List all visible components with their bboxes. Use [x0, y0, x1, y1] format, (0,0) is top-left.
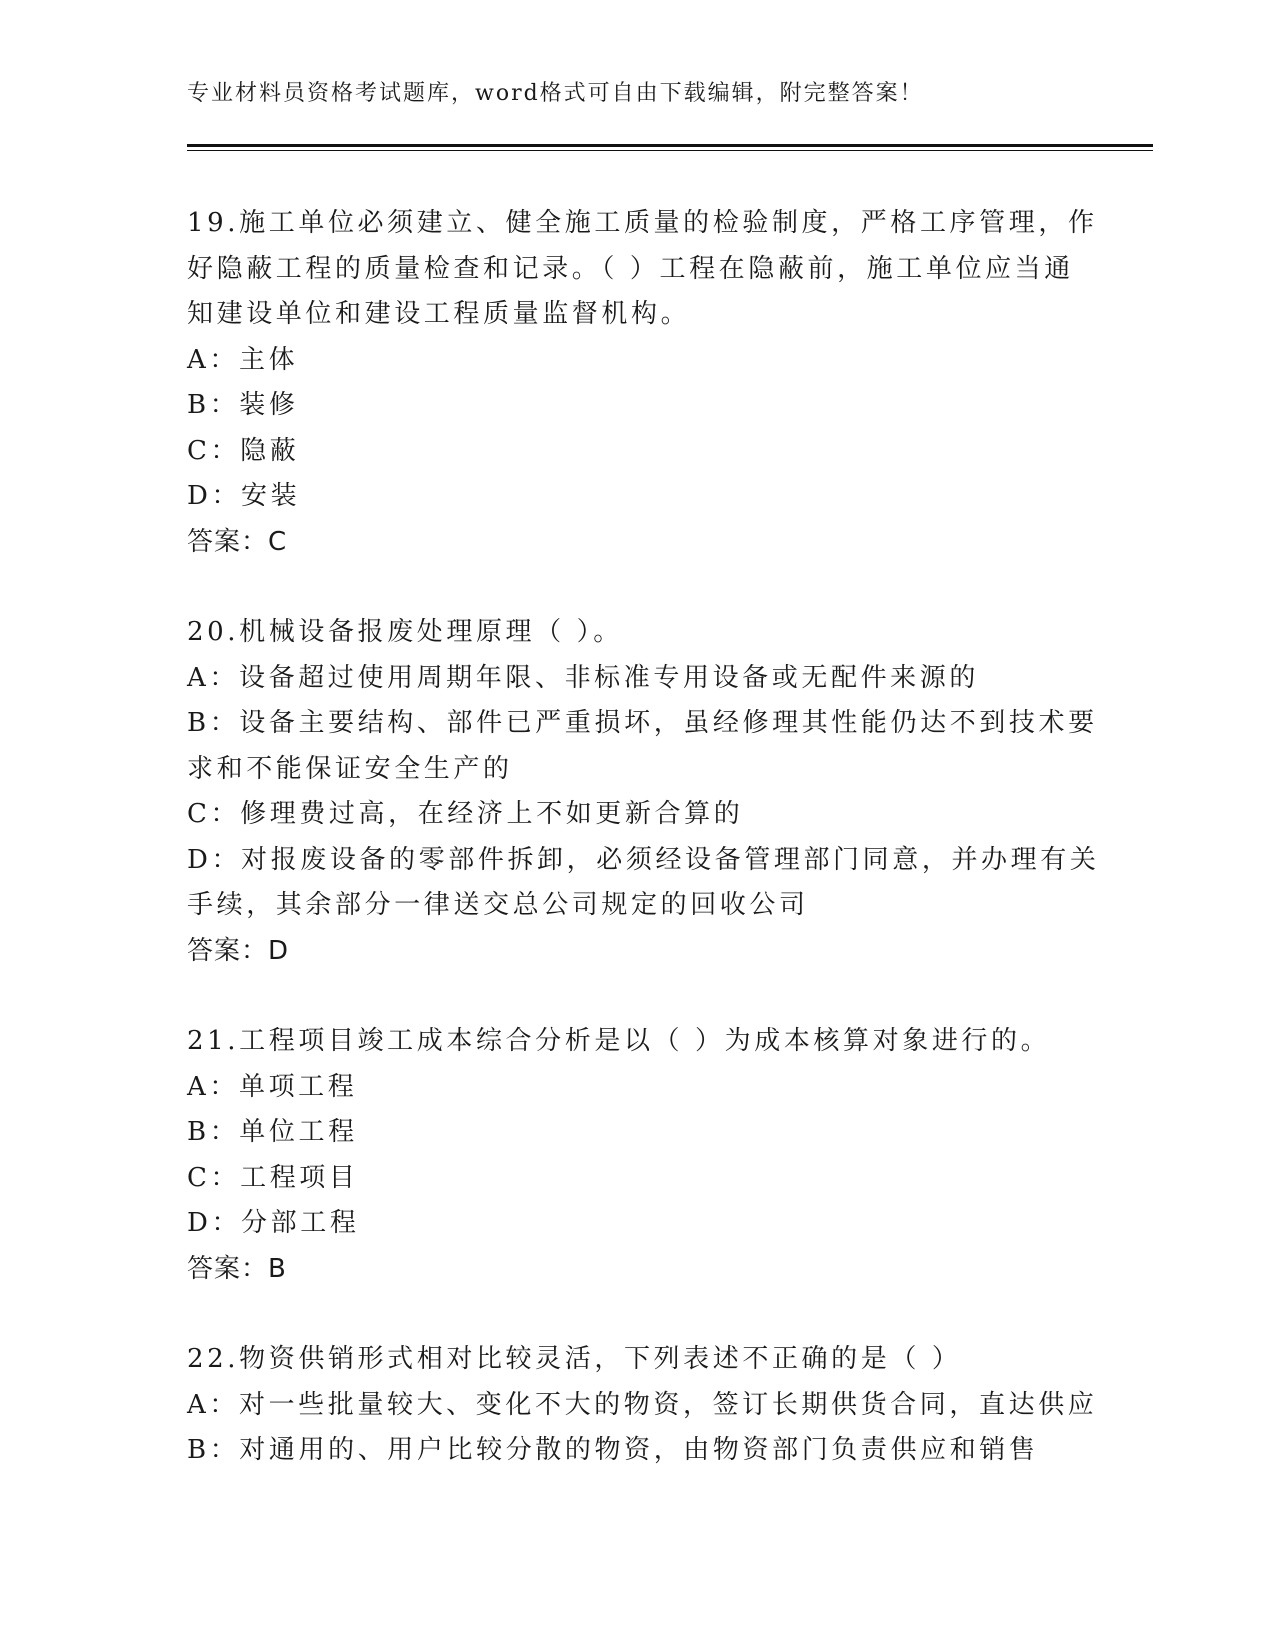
- option-a: A：对一些批量较大、变化不大的物资，签订长期供货合同，直达供应: [187, 1389, 1098, 1420]
- option-a: A：单项工程: [187, 1071, 358, 1102]
- option-b-continued: 求和不能保证安全生产的: [187, 753, 513, 784]
- option-b: B：对通用的、用户比较分散的物资，由物资部门负责供应和销售: [187, 1435, 1039, 1465]
- option-d: D：对报废设备的零部件拆卸，必须经设备管理部门同意，并办理有关: [187, 844, 1100, 875]
- header-divider-thick: [187, 144, 1153, 147]
- option-a: A：设备超过使用周期年限、非标准专用设备或无配件来源的: [187, 662, 979, 693]
- option-c: C：工程项目: [187, 1162, 359, 1193]
- question-stem-line: 20.机械设备报废处理原理（ ）。: [187, 617, 623, 647]
- question-stem-line: 19.施工单位必须建立、健全施工质量的检验制度，严格工序管理，作: [187, 208, 1098, 238]
- page-header: 专业材料员资格考试题库，word格式可自由下载编辑，附完整答案！: [187, 81, 924, 106]
- question-stem-line: 22.物资供销形式相对比较灵活，下列表述不正确的是（ ）: [187, 1344, 962, 1374]
- question-21: [187, 1019, 1087, 1292]
- question-20: [187, 610, 1100, 974]
- question-spacer: [187, 565, 1087, 610]
- option-b: B：装修: [187, 390, 299, 420]
- answer-label: 答案：B: [187, 1253, 287, 1284]
- question-stem-line: 好隐蔽工程的质量检查和记录。（ ）工程在隐蔽前，施工单位应当通: [187, 253, 1074, 284]
- answer-label: 答案：D: [187, 935, 290, 966]
- question-spacer: [187, 1292, 1087, 1337]
- option-d-continued: 手续，其余部分一律送交总公司规定的回收公司: [187, 890, 809, 920]
- question-list: [187, 201, 1100, 1474]
- option-d: D：安装: [187, 481, 301, 511]
- option-a: A：主体: [187, 344, 299, 375]
- option-c: C：隐蔽: [187, 435, 300, 466]
- header-divider-thin: [187, 150, 1153, 151]
- question-19: [187, 201, 1098, 565]
- question-stem-line: 21.工程项目竣工成本综合分析是以（ ）为成本核算对象进行的。: [187, 1026, 1051, 1056]
- option-d: D：分部工程: [187, 1208, 360, 1238]
- option-b: B：单位工程: [187, 1117, 358, 1147]
- question-stem-line: 知建设单位和建设工程质量监督机构。: [187, 299, 691, 329]
- option-b: B：设备主要结构、部件已严重损坏，虽经修理其性能仍达不到技术要: [187, 708, 1098, 738]
- answer-label: 答案：C: [187, 526, 288, 557]
- option-c: C：修理费过高，在经济上不如更新合算的: [187, 799, 744, 829]
- question-spacer: [187, 974, 1087, 1019]
- question-22: [187, 1337, 1098, 1474]
